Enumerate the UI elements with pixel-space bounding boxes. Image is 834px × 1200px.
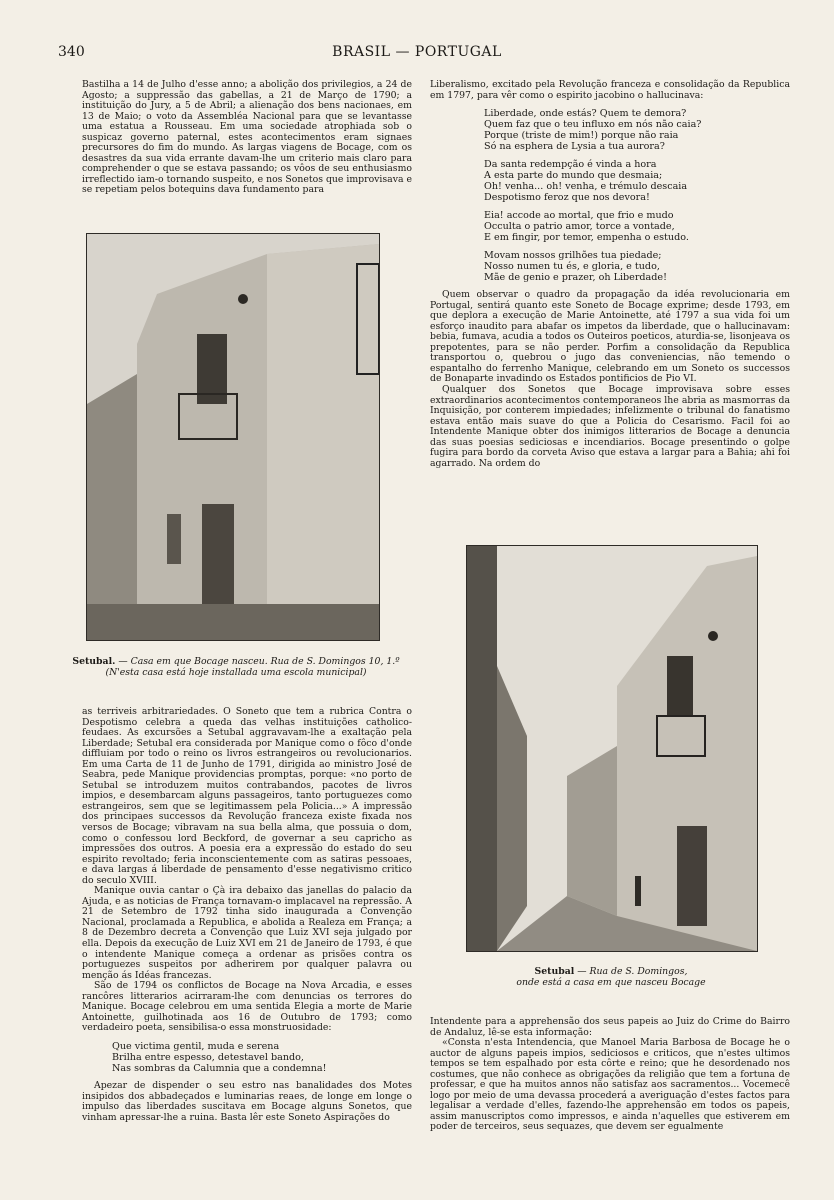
verse-line: A esta parte do mundo que desmaia; xyxy=(484,170,663,182)
verse-line: Occulta o patrio amor, torce a vontade, xyxy=(484,221,675,233)
page-number: 340 xyxy=(58,44,85,60)
verse-line: Nas sombras da Calumnia que a condemna! xyxy=(112,1062,327,1074)
sonnet-stanza-4 xyxy=(484,250,790,283)
paragraph: Apezar de dispender o seu estro nas banalidades dos Motes insipidos dos abbadeçados e luminarias reaes, de longe em longe o impulso das liberdades suscitava em Bocage alguns Sonetos, que vinham apressar-lhe a ruina. Basta lêr este Soneto Aspirações do xyxy=(82,1079,412,1123)
right-column-bottom xyxy=(430,1017,790,1133)
right-column-top xyxy=(430,80,790,469)
paragraph: Manique ouvia cantar o Çà ira debaixo das janellas do palacio da Ajuda, e as noticias de França tornavam-o implacavel na repressão. A 21 de Setembro de 1792 tinha sido inaugurada a Convenção Nacional, proclamada a Republica, e abolida a Realeza em França; a 8 de Dezembro decreta a Convenção que Luiz XVI seja julgado por ella. Depois da execução de Luiz XVI em 21 de Janeiro de 1793, é que o intendente Manique começa a ordenar as prisões contra os portuguezes suspeitos por adherirem por qualquer palavra ou menção ás Idéas francezas. xyxy=(82,885,412,981)
caption-text: — Casa em que Bocage nasceu. Rua de S. Domingos 10, 1.º xyxy=(118,656,400,667)
verse-line: Da santa redempção é vinda a hora xyxy=(484,159,657,171)
sonnet-stanza-2 xyxy=(484,159,790,203)
photo-house-left xyxy=(86,233,380,641)
house-illustration xyxy=(87,234,379,640)
running-head: BRASIL — PORTUGAL xyxy=(332,44,502,60)
caption-text: — Rua de S. Domingos, xyxy=(577,966,688,977)
photo-street-right xyxy=(466,545,758,952)
verse-line: Oh! venha... oh! venha, e trémulo descaia xyxy=(484,181,688,193)
verse-line: Que victima gentil, muda e serena xyxy=(112,1040,280,1052)
elegy-verse xyxy=(112,1041,412,1074)
paragraph: as terriveis arbitrariedades. O Soneto que tem a rubrica Contra o Despotismo celebra a queda das velhas instituições catholico-feudaes. As excursões a Setubal aggravavam-lhe a exaltação pela Liberdade; Setubal era considerada por Manique como o fôco d'onde diffluiam por todo o reino os livros estrangeiros ou revolucionarios. Em uma Carta de 11 de Junho de 1791, dirigida ao ministro José de Seabra, pede Manique providencias promptas, porque: «no porto de Setubal se introduzem muitos contrabandos, pacotes de livros impios, e desembarcam alguns passageiros, tanto portuguezes como estrangeiros, sem que se legitimassem pela Policia...» A impressão dos principaes successos da Revolução franceza existe fixada nos versos de Bocage; vibravam na sua bella alma, que possuia o dom, como o confessou lord Beckford, de governar a seu capricho as impressões dos outros. A poesia era a expressão do estado do seu espirito revoltado; feria inconscientemente com as satiras pessoaes, e dava largas á liberdade de pensamento d'esse negativismo critico do seculo XVIII. xyxy=(82,706,412,886)
verse-line: Despotismo feroz que nos devora! xyxy=(484,192,650,204)
verse-line: Movam nossos grilhões tua piedade; xyxy=(484,250,662,262)
verse-line: E em fingir, por temor, empenha o estudo. xyxy=(484,232,689,244)
street-illustration xyxy=(467,546,757,951)
paragraph: São de 1794 os conflictos de Bocage na Nova Arcadia, e esses rancôres litterarios acirraram-lhe com denuncias os terrores do Manique. Bocage celebrou em uma sentida Elegia a morte de Marie Antoinette, guilhotinada aos 16 de Outubro de 1793; como verdadeiro poeta, sensibilisa-o essa monstruosidade: xyxy=(82,980,412,1034)
caption-place: Setubal. xyxy=(72,656,116,667)
caption-right xyxy=(466,966,756,988)
left-column-bottom xyxy=(82,707,412,1123)
verse-line: Brilha entre espesso, detestavel bando, xyxy=(112,1051,304,1063)
caption-note: onde está a casa em que nasceu Bocage xyxy=(516,977,706,988)
paragraph: Intendente para a apprehensão dos seus papeis ao Juiz do Crime do Bairro de Andaluz, lê-se esta informação: xyxy=(430,1016,790,1038)
paragraph: Qualquer dos Sonetos que Bocage improvisava sobre esses extraordinarios acontecimentos contemporaneos lhe abria as masmorras da Inquisição, por conterem impiedades; infelizmente o tribunal do fanatismo estava então mais suave do que a Policia do Cesarismo. Facil foi ao Intendente Manique obter dos inimigos litterarios de Bocage a denuncia das suas poesias sediciosas e incendiarios. Bocage presentindo o golpe fugira para bordo da corveta Aviso que estava a largar para a Bahia; ahi foi agarrado. Na ordem do xyxy=(430,384,790,469)
left-column-top xyxy=(82,80,412,196)
verse-line: Mãe de genio e prazer, oh Liberdade! xyxy=(484,272,667,284)
verse-line: Porque (triste de mim!) porque não raia xyxy=(484,130,679,142)
sonnet-stanza-1 xyxy=(484,108,790,152)
verse-line: Liberdade, onde estás? Quem te demora? xyxy=(484,108,687,120)
paragraph: Liberalismo, excitado pela Revolução franceza e consolidação da Republica em 1797, para vêr como o espirito jacobino o hallucinava: xyxy=(430,79,790,101)
paragraph: «Consta n'esta Intendencia, que Manoel Maria Barbosa de Bocage he o auctor de alguns papeis impios, sediciosos e criticos, que n'estes ultimos tempos se tem espalhado por esta côrte e reino; que he desordenado nos costumes, que não conhece as obrigações da religião que tem a fortuna de professar, e que ha muitos annos não satisfaz aos sacramentos... Vocemecê logo por meio de uma devassa procederá a averiguação d'estes factos para legalisar a verdade d'elles, fazendo-lhe apprehensão em todos os papeis, assim manuscriptos como impressos, e ainda n'aquelles que estiverem em poder de terceiros, seus sequazes, que devem ser egualmente xyxy=(430,1037,790,1133)
verse-line: Só na esphera de Lysia a tua aurora? xyxy=(484,141,665,153)
verse-line: Eia! accode ao mortal, que frio e mudo xyxy=(484,210,674,222)
caption-note: (N'esta casa está hoje installada uma escola municipal) xyxy=(105,667,367,678)
caption-place: Setubal xyxy=(534,966,575,977)
verse-line: Quem faz que o teu influxo em nós não caia? xyxy=(484,119,702,131)
verse-line: Nosso numen tu és, e gloria, e tudo, xyxy=(484,261,660,273)
paragraph: Bastilha a 14 de Julho d'esse anno; a abolição dos privilegios, a 24 de Agosto; a suppressão das gabellas, a 21 de Março de 1790; a instituição do Jury, a 5 de Abril; a alienação dos bens nacionaes, em 13 de Maio; o voto da Assembléa Nacional para que se levantasse uma estatua a Rousseau. Em uma sociedade atrophiada sob o suspicaz governo paternal, estes acontecimentos eram signaes precursores do fim do mundo. As largas viagens de Bocage, com os desastres da sua vida errante davam-lhe um criterio mais claro para comprehender o que se estava passando; os vôos de seu enthusiasmo irreflectido iam-o tornando suspeito, e nos Sonetos que improvisava e se repetiam pelos botequins dava fundamento para xyxy=(82,79,412,196)
paragraph: Quem observar o quadro da propagação da idéa revolucionaria em Portugal, sentirá quanto este Soneto de Bocage exprime; desde 1793, em que deplora a execução de Marie Antoinette, até 1797 a sua vida foi um esforço inaudito para abafar os impetos da liberdade, que o hallucinavam: bebia, fumava, acudia a todos os Outeiros poeticos, aturdia-se, lisonjeava os prepotentes, para se não perder. Porfim a consolidação da Republica transportou o, quebrou o jugo das conveniencias, não temendo o espantalho do ferrenho Manique, celebrando em um Soneto os successos de Bonaparte invadindo os Estados pontificios de Pio VI. xyxy=(430,289,790,385)
caption-left xyxy=(60,656,412,678)
sonnet-stanza-3 xyxy=(484,210,790,243)
